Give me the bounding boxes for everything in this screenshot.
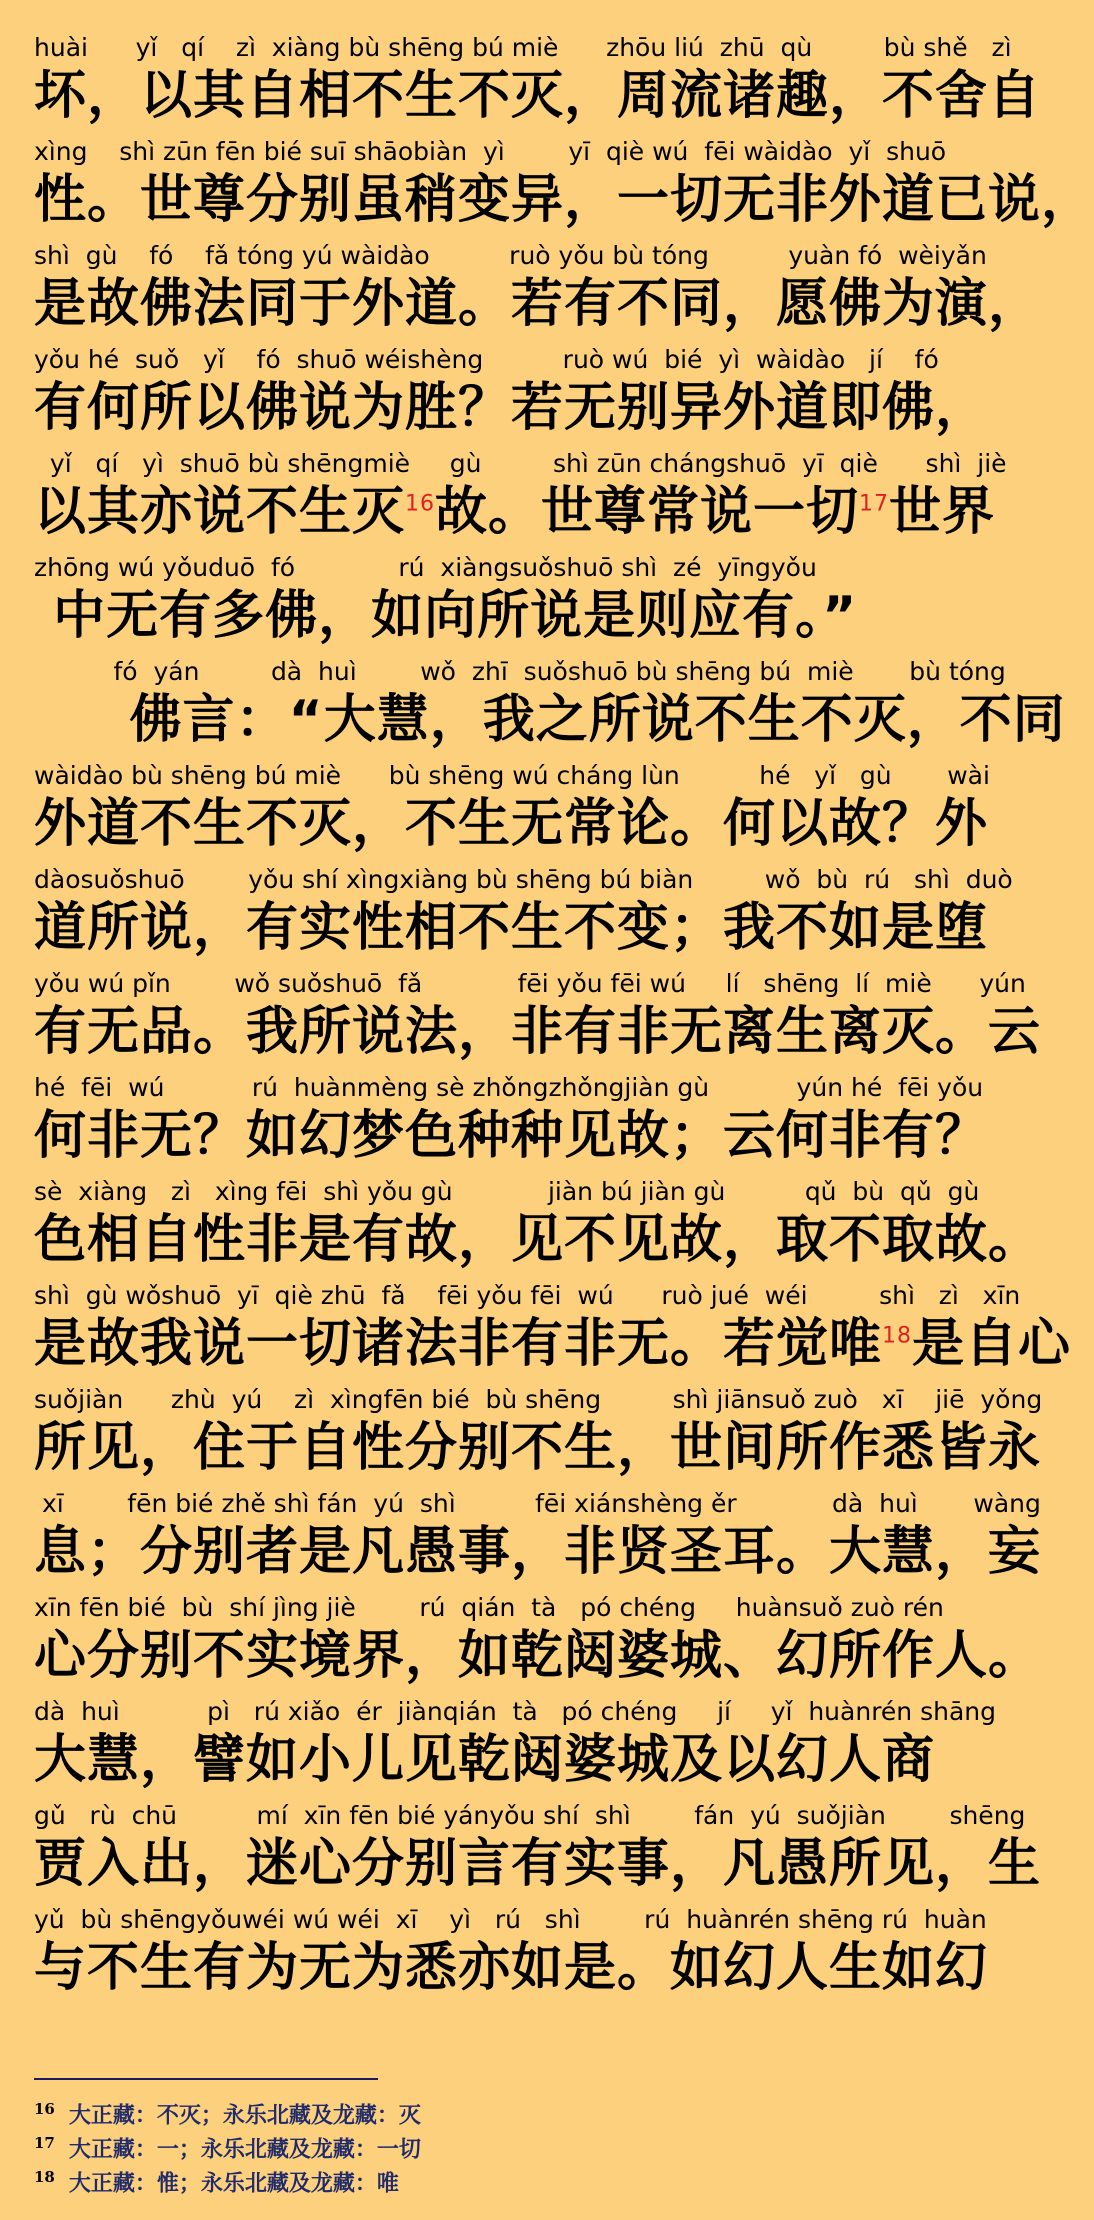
hanzi-line: 色相自性非是有故，见不见故，取不取故。: [34, 1210, 1042, 1270]
footnote-divider: [34, 2078, 378, 2080]
footnote-18: [34, 2160, 934, 2197]
hanzi-segment: 是自心: [912, 1314, 1072, 1374]
pinyin-line: zhōng wú yǒuduō fó rú xiàngsuǒshuō shì zé yīngyǒu: [34, 553, 817, 582]
pinyin-line: dàosuǒshuō yǒu shí xìngxiàng bù shēng bú biàn wǒ bù rú shì duò: [34, 865, 1013, 894]
footnote-16: [34, 2092, 934, 2129]
hanzi-line: 贾入出，迷心分别言有实事，凡愚所见，生: [34, 1834, 1042, 1894]
pinyin-line: shì gù fó fǎ tóng yú wàidào ruò yǒu bù tóng yuàn fó wèiyǎn: [34, 241, 987, 270]
footnote-number: 16: [34, 2100, 55, 2118]
footnote-ref-18[interactable]: 18: [882, 1323, 913, 1349]
hanzi-line: 所见，住于自性分别不生，世间所作悉皆永: [34, 1418, 1042, 1478]
footnote-number: 17: [34, 2134, 55, 2152]
hanzi-line: 佛言：“大慧，我之所说不生不灭，不同: [34, 690, 1066, 750]
hanzi-line: 息；分别者是凡愚事，非贤圣耳。大慧，妄: [34, 1522, 1042, 1582]
hanzi-line: 有无品。我所说法，非有非无离生离灭。云: [34, 1002, 1042, 1062]
text-line: [34, 134, 1094, 238]
text-line: [34, 1278, 1072, 1382]
hanzi-segment: 世界: [889, 482, 996, 542]
hanzi-line: 坏，以其自相不生不灭，周流诸趣，不舍自: [34, 66, 1042, 126]
footnote-number: 18: [34, 2168, 55, 2186]
pinyin-line: gǔ rù chū mí xīn fēn bié yányǒu shí shì fán yú suǒjiàn shēng: [34, 1801, 1026, 1830]
text-line: [34, 1174, 1046, 1278]
text-line: [34, 1694, 1046, 1798]
hanzi-line: [34, 479, 1046, 545]
hanzi-segment: 故。世尊常说一切: [435, 482, 860, 542]
hanzi-line: 中无有多佛，如向所说是则应有。”: [34, 586, 858, 646]
pinyin-line: dà huì pì rú xiǎo ér jiànqián tà pó chéng jí yǐ huànrén shāng: [34, 1697, 996, 1726]
footnote-text: 大正藏：一；永乐北藏及龙藏：一切: [68, 2136, 421, 2163]
text-line: [34, 1590, 1046, 1694]
hanzi-line: 心分别不实境界，如乾闼婆城、幻所作人。: [34, 1626, 1042, 1686]
pinyin-line: yǒu hé suǒ yǐ fó shuō wéishèng ruò wú bié yì wàidào jí fó: [34, 345, 939, 374]
hanzi-line: 道所说，有实性相不生不变；我不如是堕: [34, 898, 989, 958]
pinyin-line: yǔ bù shēngyǒuwéi wú wéi xī yì rú shì rú huànrén shēng rú huàn: [34, 1905, 987, 1934]
text-line: [34, 30, 1046, 134]
pinyin-line: yǐ qí yì shuō bù shēngmiè gù shì zūn chángshuō yī qiè shì jiè: [34, 449, 1007, 478]
pinyin-line: suǒjiàn zhù yú zì xìngfēn bié bù shēng shì jiānsuǒ zuò xī jiē yǒng: [34, 1385, 1043, 1414]
pinyin-line: xìng shì zūn fēn bié suī shāobiàn yì yī qiè wú fēi wàidào yǐ shuō: [34, 137, 947, 166]
text-line: [34, 1798, 1046, 1902]
footnote-ref-17[interactable]: 17: [859, 491, 890, 517]
footnote-text: 大正藏：不灭；永乐北藏及龙藏：灭: [68, 2102, 421, 2129]
hanzi-line: 外道不生不灭，不生无常论。何以故？外: [34, 794, 989, 854]
pinyin-line: yǒu wú pǐn wǒ suǒshuō fǎ fēi yǒu fēi wú lí shēng lí miè yún: [34, 969, 1026, 998]
pinyin-line: huài yǐ qí zì xiàng bù shēng bú miè zhōu liú zhū qù bù shě zì: [34, 33, 1012, 62]
hanzi-line: 是故佛法同于外道。若有不同，愿佛为演，: [34, 274, 1042, 334]
pinyin-line: xīn fēn bié bù shí jìng jiè rú qián tà pó chéng huànsuǒ zuò rén: [34, 1593, 944, 1622]
text-line: [34, 550, 1046, 654]
hanzi-line: 何非无？如幻梦色种种见故；云何非有？: [34, 1106, 989, 1166]
footnote-text: 大正藏：惟；永乐北藏及龙藏：唯: [68, 2170, 399, 2197]
hanzi-line: [34, 1311, 1072, 1377]
text-line: [34, 862, 1046, 966]
hanzi-line: 大慧，譬如小儿见乾闼婆城及以幻人商: [34, 1730, 936, 1790]
pinyin-line: shì gù wǒshuō yī qiè zhū fǎ fēi yǒu fēi wú ruò jué wéi shì zì xīn: [34, 1281, 1021, 1310]
text-line: [34, 446, 1046, 550]
hanzi-line: 与不生有为无为悉亦如是。如幻人生如幻: [34, 1938, 989, 1998]
pinyin-line: hé fēi wú rú huànmèng sè zhǒngzhǒngjiàn gù yún hé fēi yǒu: [34, 1073, 984, 1102]
footnote-ref-16[interactable]: 16: [405, 491, 436, 517]
footnote-17: [34, 2126, 934, 2163]
text-line: [34, 238, 1046, 342]
text-line: [34, 1486, 1046, 1590]
text-line: [34, 758, 1046, 862]
text-line: [34, 1070, 1046, 1174]
text-line: [34, 1382, 1046, 1486]
pinyin-line: sè xiàng zì xìng fēi shì yǒu gù jiàn bú jiàn gù qǔ bù qǔ gù: [34, 1177, 980, 1206]
text-line: [34, 1902, 1046, 2006]
pinyin-line: fó yán dà huì wǒ zhī suǒshuō bù shēng bú miè bù tóng: [34, 657, 1006, 686]
hanzi-line: 有何所以佛说为胜？若无别异外道即佛，: [34, 378, 989, 438]
pinyin-line: wàidào bù shēng bú miè bù shēng wú cháng lùn hé yǐ gù wài: [34, 761, 990, 790]
hanzi-segment: 是故我说一切诸法非有非无。若觉唯: [34, 1314, 883, 1374]
pinyin-line: xī fēn bié zhě shì fán yú shì fēi xiánshèng ěr dà huì wàng: [34, 1489, 1041, 1518]
text-line: [34, 654, 1066, 758]
text-line: [34, 966, 1046, 1070]
hanzi-line: 性。世尊分别虽稍变异，一切无非外道已说，: [34, 170, 1094, 230]
text-line: [34, 342, 1046, 446]
hanzi-segment: 以其亦说不生灭: [34, 482, 406, 542]
